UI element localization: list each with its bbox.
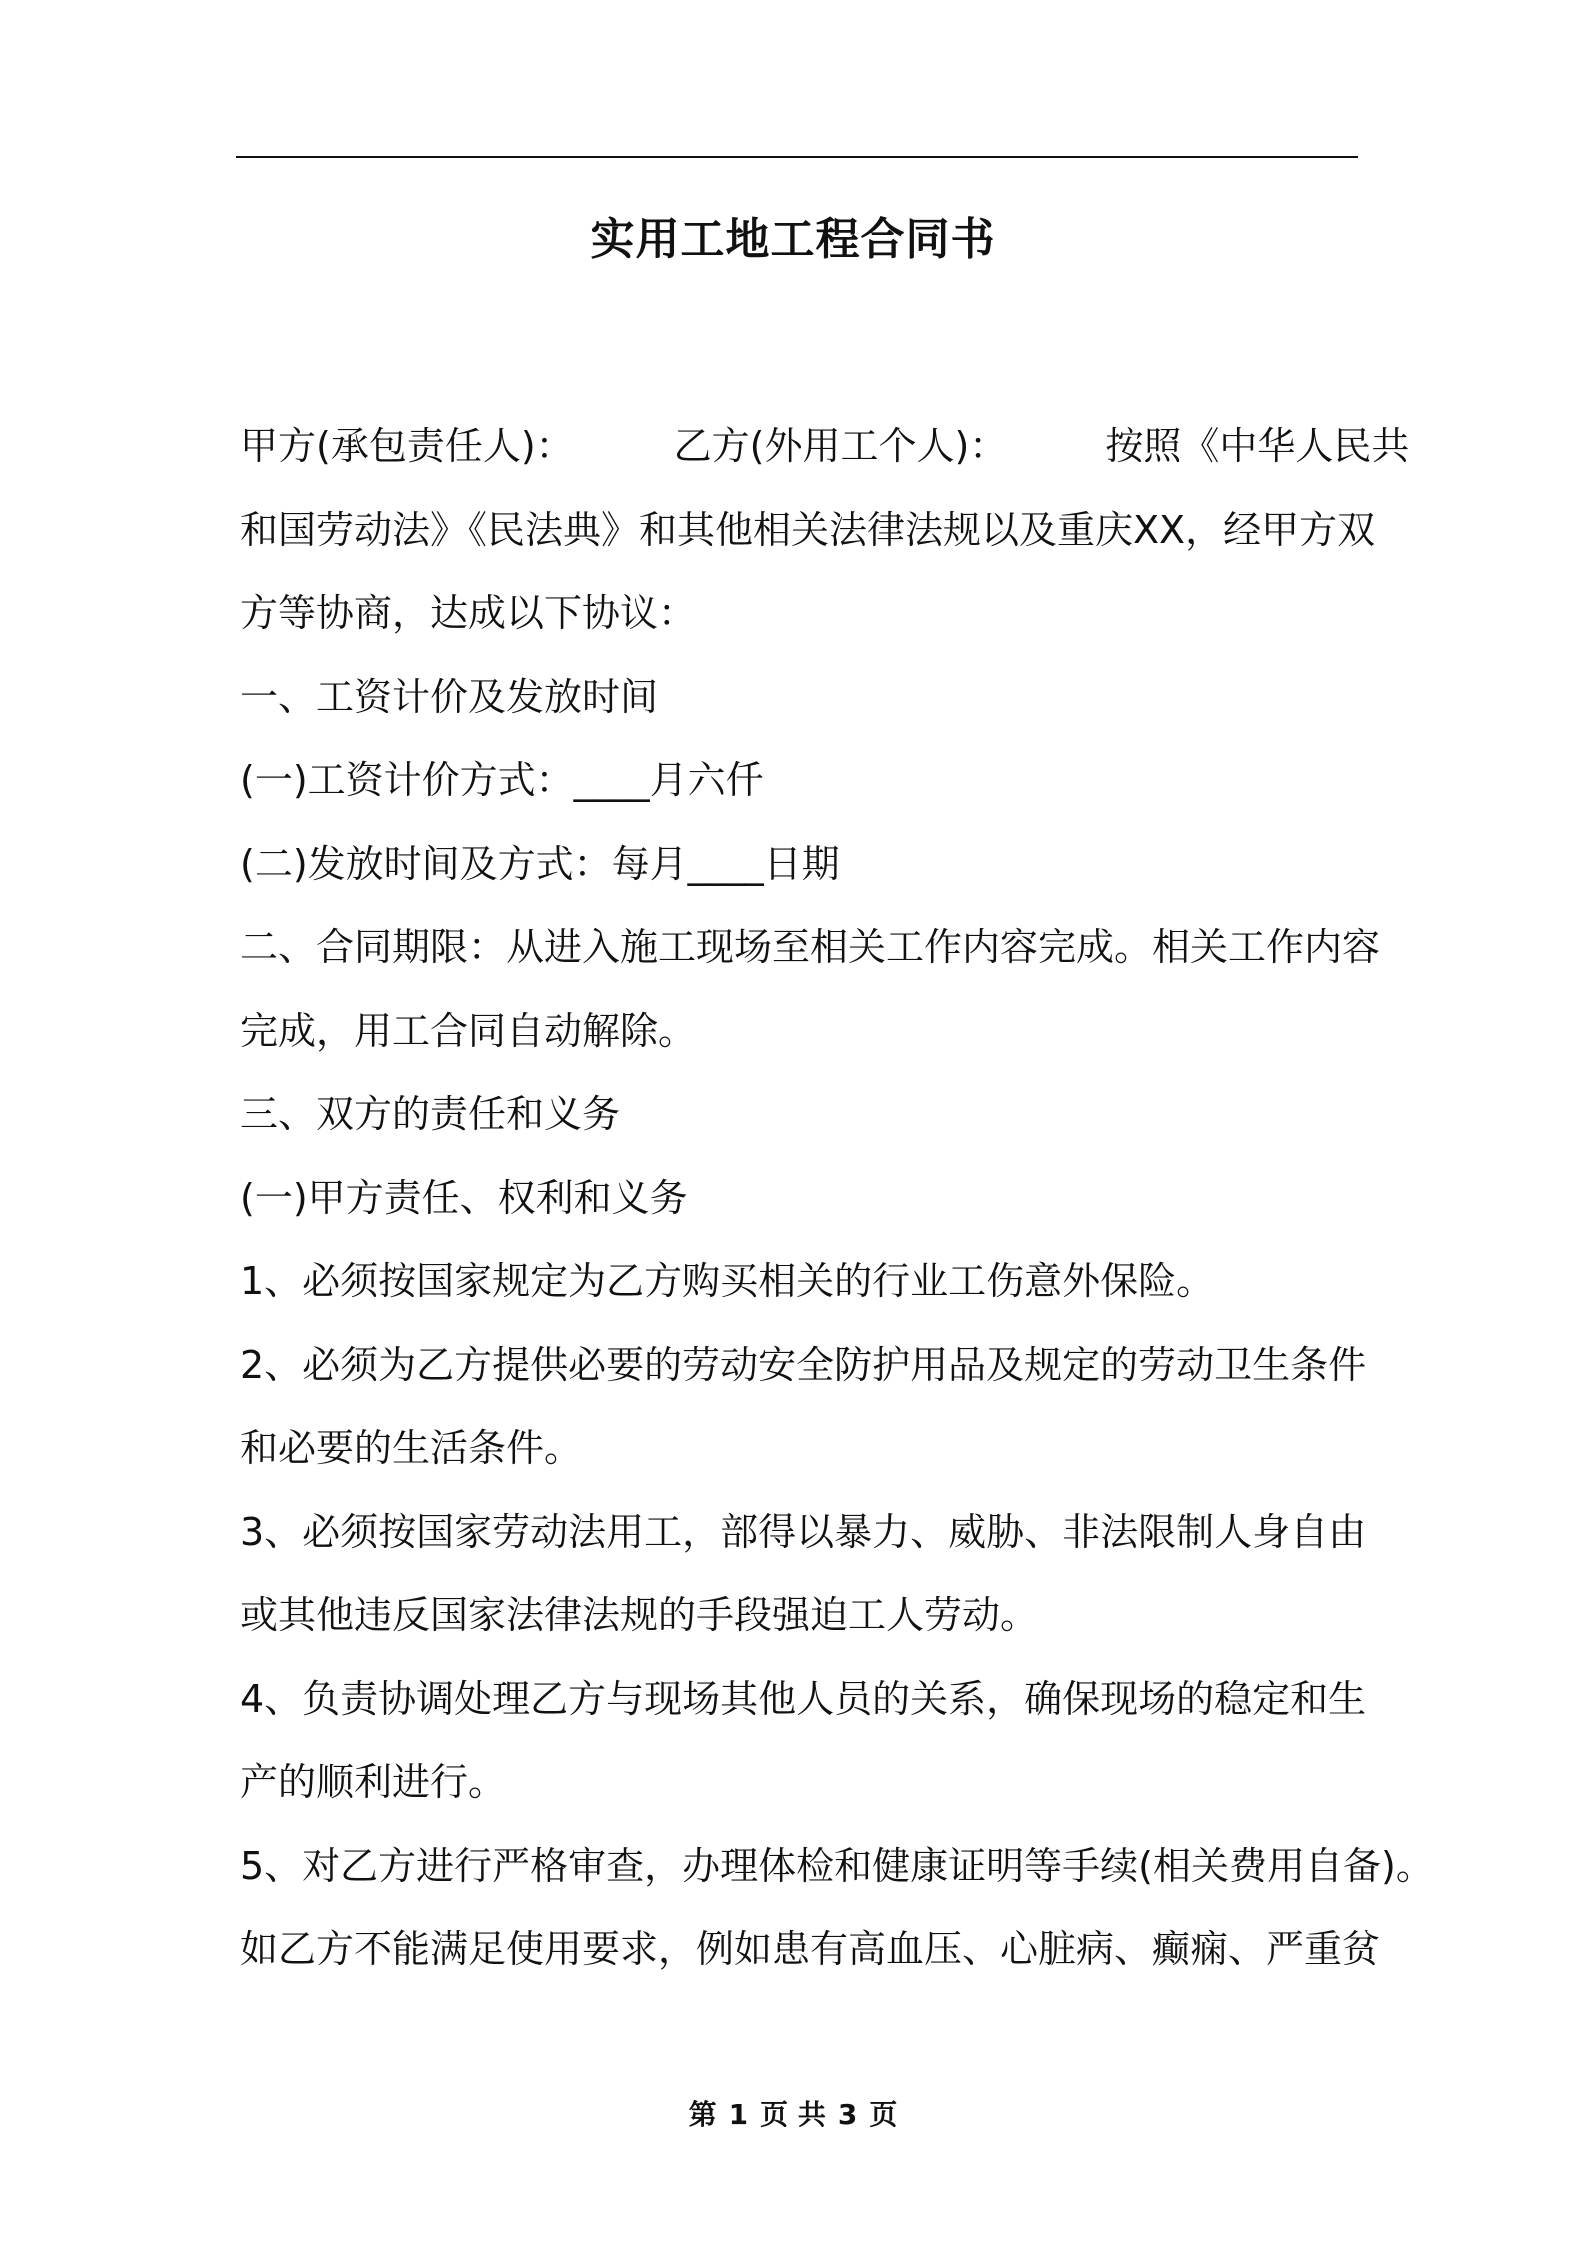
paragraph-line: 完成，用工合同自动解除。 bbox=[240, 1008, 697, 1053]
paragraph-line: 方等协商，达成以下协议： bbox=[240, 591, 697, 635]
paragraph-line: 如乙方不能满足使用要求，例如患有高血压、心脏病、癫痫、严重贫 bbox=[240, 1927, 1381, 1971]
parties-line bbox=[240, 405, 1410, 489]
intro-start: 按照《中华人民共 bbox=[1105, 424, 1410, 468]
paragraph-line: 或其他违反国家法律法规的手段强迫工人劳动。 bbox=[240, 1593, 1039, 1637]
list-item: 5、对乙方进行严格审查，办理体检和健康证明等手续(相关费用自备)。 bbox=[240, 1843, 1434, 1888]
section-heading: 一、工资计价及发放时间 bbox=[240, 674, 659, 719]
list-item: 3、必须按国家劳动法用工，部得以暴力、威胁、非法限制人身自由 bbox=[240, 1509, 1367, 1554]
paragraph-line: 产的顺利进行。 bbox=[240, 1760, 507, 1804]
page-prefix: 第 bbox=[688, 2098, 717, 2131]
page-suffix: 页 bbox=[869, 2098, 898, 2131]
paragraph-line: 和国劳动法》《民法典》和其他相关法律法规以及重庆XX，经甲方双 bbox=[240, 507, 1376, 552]
list-item: 2、必须为乙方提供必要的劳动安全防护用品及规定的劳动卫生条件 bbox=[240, 1342, 1367, 1387]
party-a-label: 甲方(承包责任人)： bbox=[240, 424, 574, 468]
header-rule bbox=[236, 156, 1358, 158]
page-mid: 页 共 bbox=[760, 2098, 826, 2131]
section-heading: 二、合同期限：从进入施工现场至相关工作内容完成。相关工作内容 bbox=[240, 925, 1381, 969]
paragraph-line: 和必要的生活条件。 bbox=[240, 1426, 583, 1470]
section-heading: 三、双方的责任和义务 bbox=[240, 1092, 621, 1136]
list-item: 4、负责协调处理乙方与现场其他人员的关系，确保现场的稳定和生 bbox=[240, 1676, 1367, 1721]
page-footer bbox=[0, 2095, 1586, 2135]
paragraph-line: (一)工资计价方式：____月六仟 bbox=[240, 758, 764, 802]
document-body bbox=[240, 405, 1434, 1992]
document-title: 实用工地工程合同书 bbox=[590, 214, 996, 265]
page-current: 1 bbox=[728, 2098, 749, 2131]
subsection-heading: (一)甲方责任、权利和义务 bbox=[240, 1175, 688, 1220]
party-b-label: 乙方(外用工个人)： bbox=[673, 424, 1008, 468]
page-total: 3 bbox=[837, 2098, 858, 2131]
list-item: 1、必须按国家规定为乙方购买相关的行业工伤意外保险。 bbox=[240, 1259, 1215, 1303]
paragraph-line: (二)发放时间及方式：每月____日期 bbox=[240, 841, 840, 886]
